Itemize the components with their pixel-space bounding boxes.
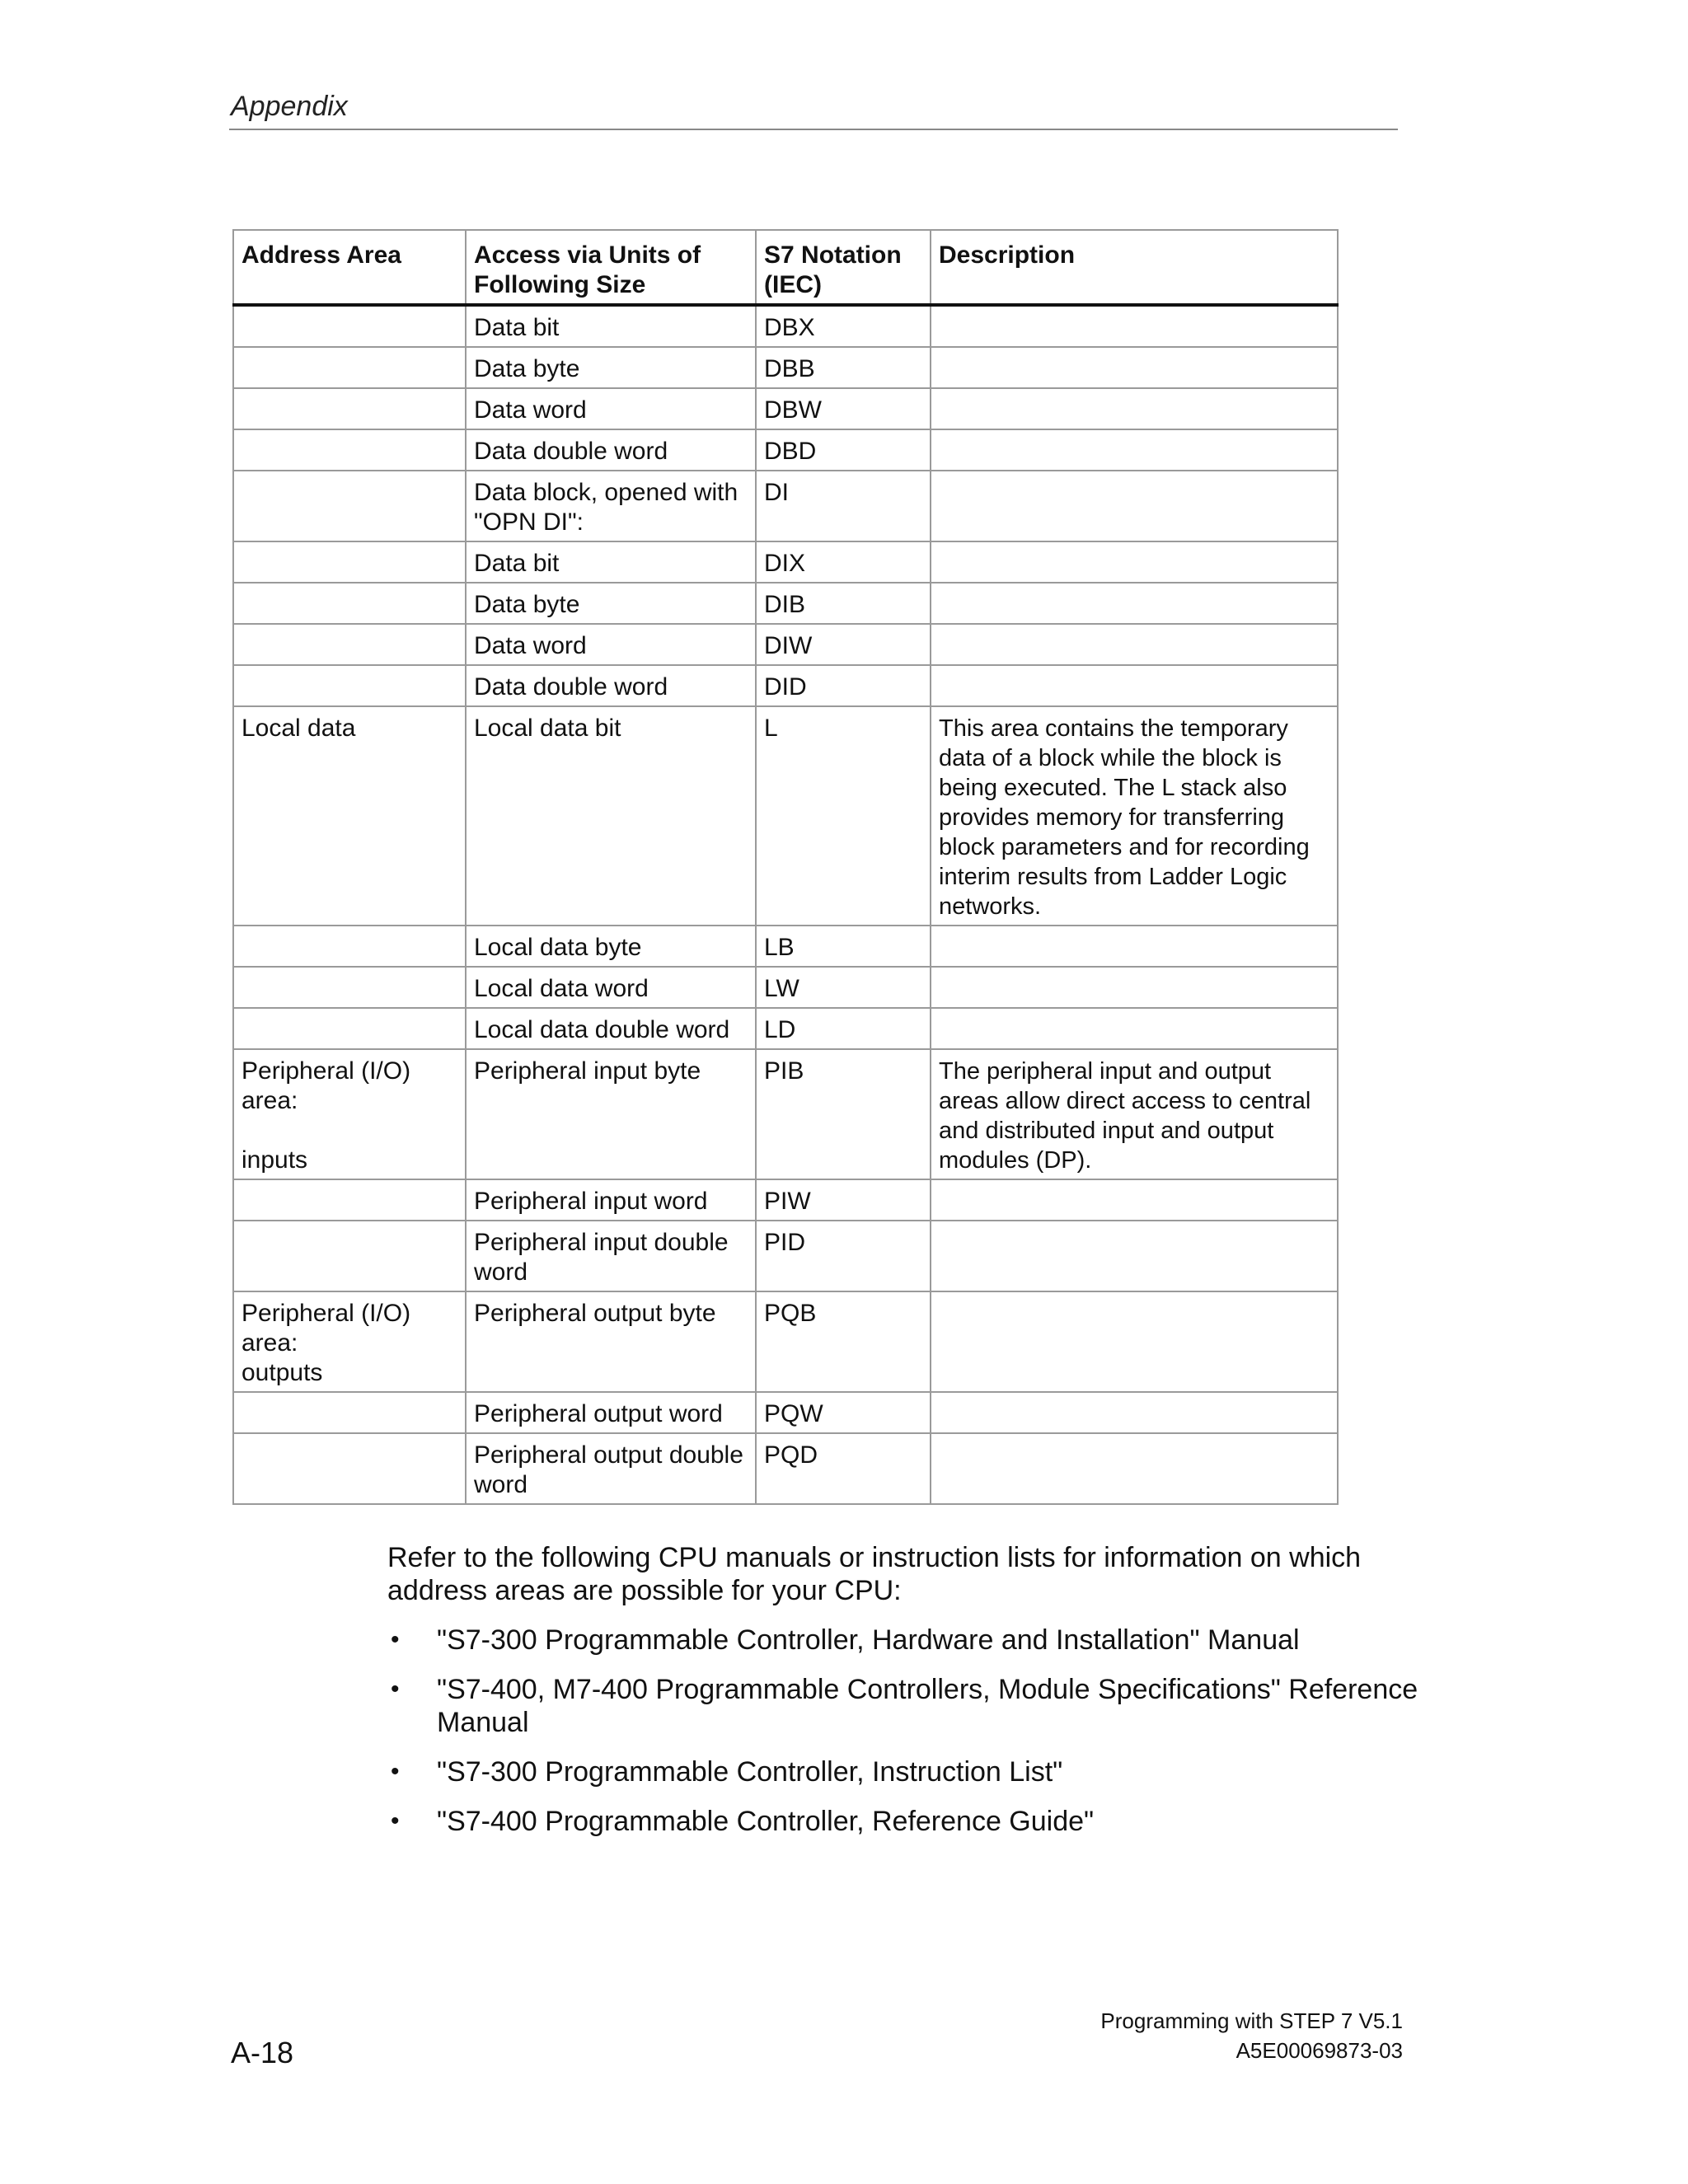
header-s7-notation <box>756 230 931 305</box>
cell-line: The peripheral input and output <box>939 1058 1272 1085</box>
reference-item <box>387 1624 1426 1657</box>
description-cell <box>931 624 1338 665</box>
cell-line: Peripheral input double <box>474 1229 729 1256</box>
address-area-cell <box>233 347 466 388</box>
reference-text: "S7-400, M7-400 Programmable Controllers, Module Specifications" Reference Manual <box>437 1674 1418 1738</box>
table-row <box>233 388 1338 429</box>
notation-cell: DID <box>756 665 931 706</box>
cell-line: and distributed input and output <box>939 1118 1274 1144</box>
description-cell <box>931 1392 1338 1433</box>
header-description <box>931 230 1338 305</box>
running-header-title: Appendix <box>231 91 348 122</box>
cell-line: data of a block while the block is <box>939 745 1282 771</box>
reference-item <box>387 1673 1426 1739</box>
table-header-row <box>233 230 1338 305</box>
table-row <box>233 541 1338 583</box>
cell-line <box>241 1116 457 1146</box>
reference-text: "S7-400 Programmable Controller, Reference Guide" <box>437 1806 1095 1837</box>
cell-line: word <box>474 1471 528 1498</box>
cell-line: Following Size <box>474 271 646 298</box>
address-area-cell <box>233 1221 466 1291</box>
bullet-icon: • <box>391 1675 400 1703</box>
cell-line: Data word <box>474 396 587 424</box>
cell-line: "OPN DI": <box>474 509 584 536</box>
cell-line: Peripheral input byte <box>474 1057 701 1085</box>
cell-line: Data byte <box>474 355 580 382</box>
cell-line: being executed. The L stack also <box>939 775 1287 801</box>
access-unit-cell <box>466 1008 756 1049</box>
access-unit-cell <box>466 388 756 429</box>
cell-line: inputs <box>241 1146 308 1174</box>
bullet-icon: • <box>391 1807 400 1835</box>
access-unit-cell <box>466 347 756 388</box>
notation-cell: PID <box>756 1221 931 1291</box>
access-unit-cell <box>466 1291 756 1392</box>
access-unit-cell <box>466 1221 756 1291</box>
cell-line: (IEC) <box>764 271 822 298</box>
cell-line: area: <box>241 1087 298 1114</box>
cell-line: Peripheral output word <box>474 1400 723 1427</box>
notation-cell: L <box>756 706 931 926</box>
address-area-cell <box>233 926 466 967</box>
table-row <box>233 1179 1338 1221</box>
cell-line: Peripheral output byte <box>474 1300 716 1327</box>
table-row <box>233 967 1338 1008</box>
cell-line: Peripheral output double <box>474 1441 743 1469</box>
cell-line: Data bit <box>474 550 560 577</box>
description-cell <box>931 1433 1338 1504</box>
description-cell <box>931 583 1338 624</box>
cell-line: block parameters and for recording <box>939 834 1310 860</box>
address-area-cell <box>233 1433 466 1504</box>
table-row <box>233 1221 1338 1291</box>
notation-cell: DBX <box>756 305 931 347</box>
page-number: A-18 <box>231 2036 294 2069</box>
cell-line: Local data byte <box>474 934 642 961</box>
notation-cell: DIB <box>756 583 931 624</box>
access-unit-cell <box>466 967 756 1008</box>
cell-line: Data word <box>474 632 587 659</box>
cell-line: networks. <box>939 893 1042 920</box>
notation-cell: LB <box>756 926 931 967</box>
table-row <box>233 305 1338 347</box>
cell-line: S7 Notation <box>764 241 902 269</box>
table-row <box>233 347 1338 388</box>
notation-cell: DIW <box>756 624 931 665</box>
reference-text: "S7-300 Programmable Controller, Instruction List" <box>437 1756 1063 1788</box>
table-row <box>233 926 1338 967</box>
notation-cell: DBW <box>756 388 931 429</box>
table-row <box>233 706 1338 926</box>
address-area-cell <box>233 624 466 665</box>
table-body <box>233 305 1338 1504</box>
access-unit-cell <box>466 429 756 471</box>
access-unit-cell <box>466 706 756 926</box>
access-unit-cell <box>466 624 756 665</box>
access-unit-cell <box>466 1433 756 1504</box>
access-unit-cell <box>466 583 756 624</box>
description-cell <box>931 926 1338 967</box>
cell-line: area: <box>241 1329 298 1357</box>
access-unit-cell <box>466 926 756 967</box>
cell-line <box>939 1299 1329 1329</box>
cell-line: Local data bit <box>474 715 621 742</box>
table-row <box>233 583 1338 624</box>
address-area-cell <box>233 1049 466 1179</box>
intro-paragraph: Refer to the following CPU manuals or instruction lists for information on which address areas are possible for your CPU: <box>387 1542 1362 1606</box>
table-header <box>233 230 1338 305</box>
description-cell <box>931 1291 1338 1392</box>
address-area-cell <box>233 1291 466 1392</box>
description-cell <box>931 471 1338 541</box>
cell-line: Data byte <box>474 591 580 618</box>
access-unit-cell <box>466 1392 756 1433</box>
table-row <box>233 1433 1338 1504</box>
address-area-cell <box>233 429 466 471</box>
description-cell <box>931 1008 1338 1049</box>
cell-line: Address Area <box>241 241 401 269</box>
description-cell <box>931 1049 1338 1179</box>
reference-item <box>387 1805 1426 1838</box>
bullet-icon: • <box>391 1758 400 1785</box>
description-cell <box>931 347 1338 388</box>
notation-cell: PIB <box>756 1049 931 1179</box>
address-area-cell <box>233 541 466 583</box>
description-cell <box>931 1221 1338 1291</box>
access-unit-cell <box>466 1049 756 1179</box>
access-unit-cell <box>466 541 756 583</box>
notation-cell: PQD <box>756 1433 931 1504</box>
reference-list <box>387 1624 1426 1854</box>
cell-line: Local data <box>241 715 356 742</box>
address-area-cell <box>233 583 466 624</box>
address-area-cell <box>233 1008 466 1049</box>
cell-line: Data double word <box>474 438 668 465</box>
cell-line: Peripheral (I/O) <box>241 1057 411 1085</box>
cell-line: Data double word <box>474 673 668 701</box>
header-rule <box>229 129 1398 130</box>
access-unit-cell <box>466 471 756 541</box>
cell-line: Description <box>939 241 1076 269</box>
table-row <box>233 429 1338 471</box>
table-row <box>233 624 1338 665</box>
cell-line: Local data double word <box>474 1016 730 1043</box>
manual-title: Programming with STEP 7 V5.1 <box>1100 2008 1403 2033</box>
address-area-cell <box>233 1179 466 1221</box>
address-area-cell <box>233 305 466 347</box>
cell-line: Peripheral input word <box>474 1188 708 1215</box>
table-row <box>233 471 1338 541</box>
cell-line: Local data word <box>474 975 649 1002</box>
description-cell <box>931 388 1338 429</box>
cell-line: provides memory for transferring <box>939 804 1285 831</box>
description-cell <box>931 541 1338 583</box>
table-row <box>233 1008 1338 1049</box>
access-unit-cell <box>466 665 756 706</box>
notation-cell: PQB <box>756 1291 931 1392</box>
reference-item <box>387 1755 1426 1788</box>
bullet-icon: • <box>391 1626 400 1653</box>
notation-cell: DIX <box>756 541 931 583</box>
cell-line: Peripheral (I/O) <box>241 1300 411 1327</box>
cell-line: Access via Units of <box>474 241 701 269</box>
table-row <box>233 1291 1338 1392</box>
header-access-units <box>466 230 756 305</box>
cell-line: Data block, opened with <box>474 479 738 506</box>
description-cell <box>931 706 1338 926</box>
cell-line: This area contains the temporary <box>939 715 1288 742</box>
header-address-area <box>233 230 466 305</box>
description-cell <box>931 1179 1338 1221</box>
cell-line <box>939 1329 1329 1358</box>
notation-cell: PQW <box>756 1392 931 1433</box>
notation-cell: DBB <box>756 347 931 388</box>
address-area-cell <box>233 706 466 926</box>
cell-line: Data bit <box>474 314 560 341</box>
table-row <box>233 1392 1338 1433</box>
access-unit-cell <box>466 305 756 347</box>
reference-text: "S7-300 Programmable Controller, Hardware and Installation" Manual <box>437 1624 1300 1656</box>
cell-line: outputs <box>241 1359 323 1386</box>
address-area-cell <box>233 1392 466 1433</box>
cell-line: interim results from Ladder Logic <box>939 864 1287 890</box>
table-row <box>233 665 1338 706</box>
cell-line: word <box>474 1258 528 1286</box>
description-cell <box>931 429 1338 471</box>
footer-info <box>1100 2006 1403 2065</box>
notation-cell: LD <box>756 1008 931 1049</box>
address-area-cell <box>233 967 466 1008</box>
cell-line: areas allow direct access to central <box>939 1088 1311 1114</box>
description-cell <box>931 305 1338 347</box>
address-area-cell <box>233 388 466 429</box>
address-area-cell <box>233 471 466 541</box>
notation-cell: DI <box>756 471 931 541</box>
address-area-table <box>232 229 1339 1505</box>
description-cell <box>931 967 1338 1008</box>
notation-cell: DBD <box>756 429 931 471</box>
table-row <box>233 1049 1338 1179</box>
description-cell <box>931 665 1338 706</box>
notation-cell: PIW <box>756 1179 931 1221</box>
notation-cell: LW <box>756 967 931 1008</box>
cell-line: modules (DP). <box>939 1147 1092 1174</box>
access-unit-cell <box>466 1179 756 1221</box>
order-number: A5E00069873-03 <box>1236 2038 1403 2063</box>
address-area-cell <box>233 665 466 706</box>
